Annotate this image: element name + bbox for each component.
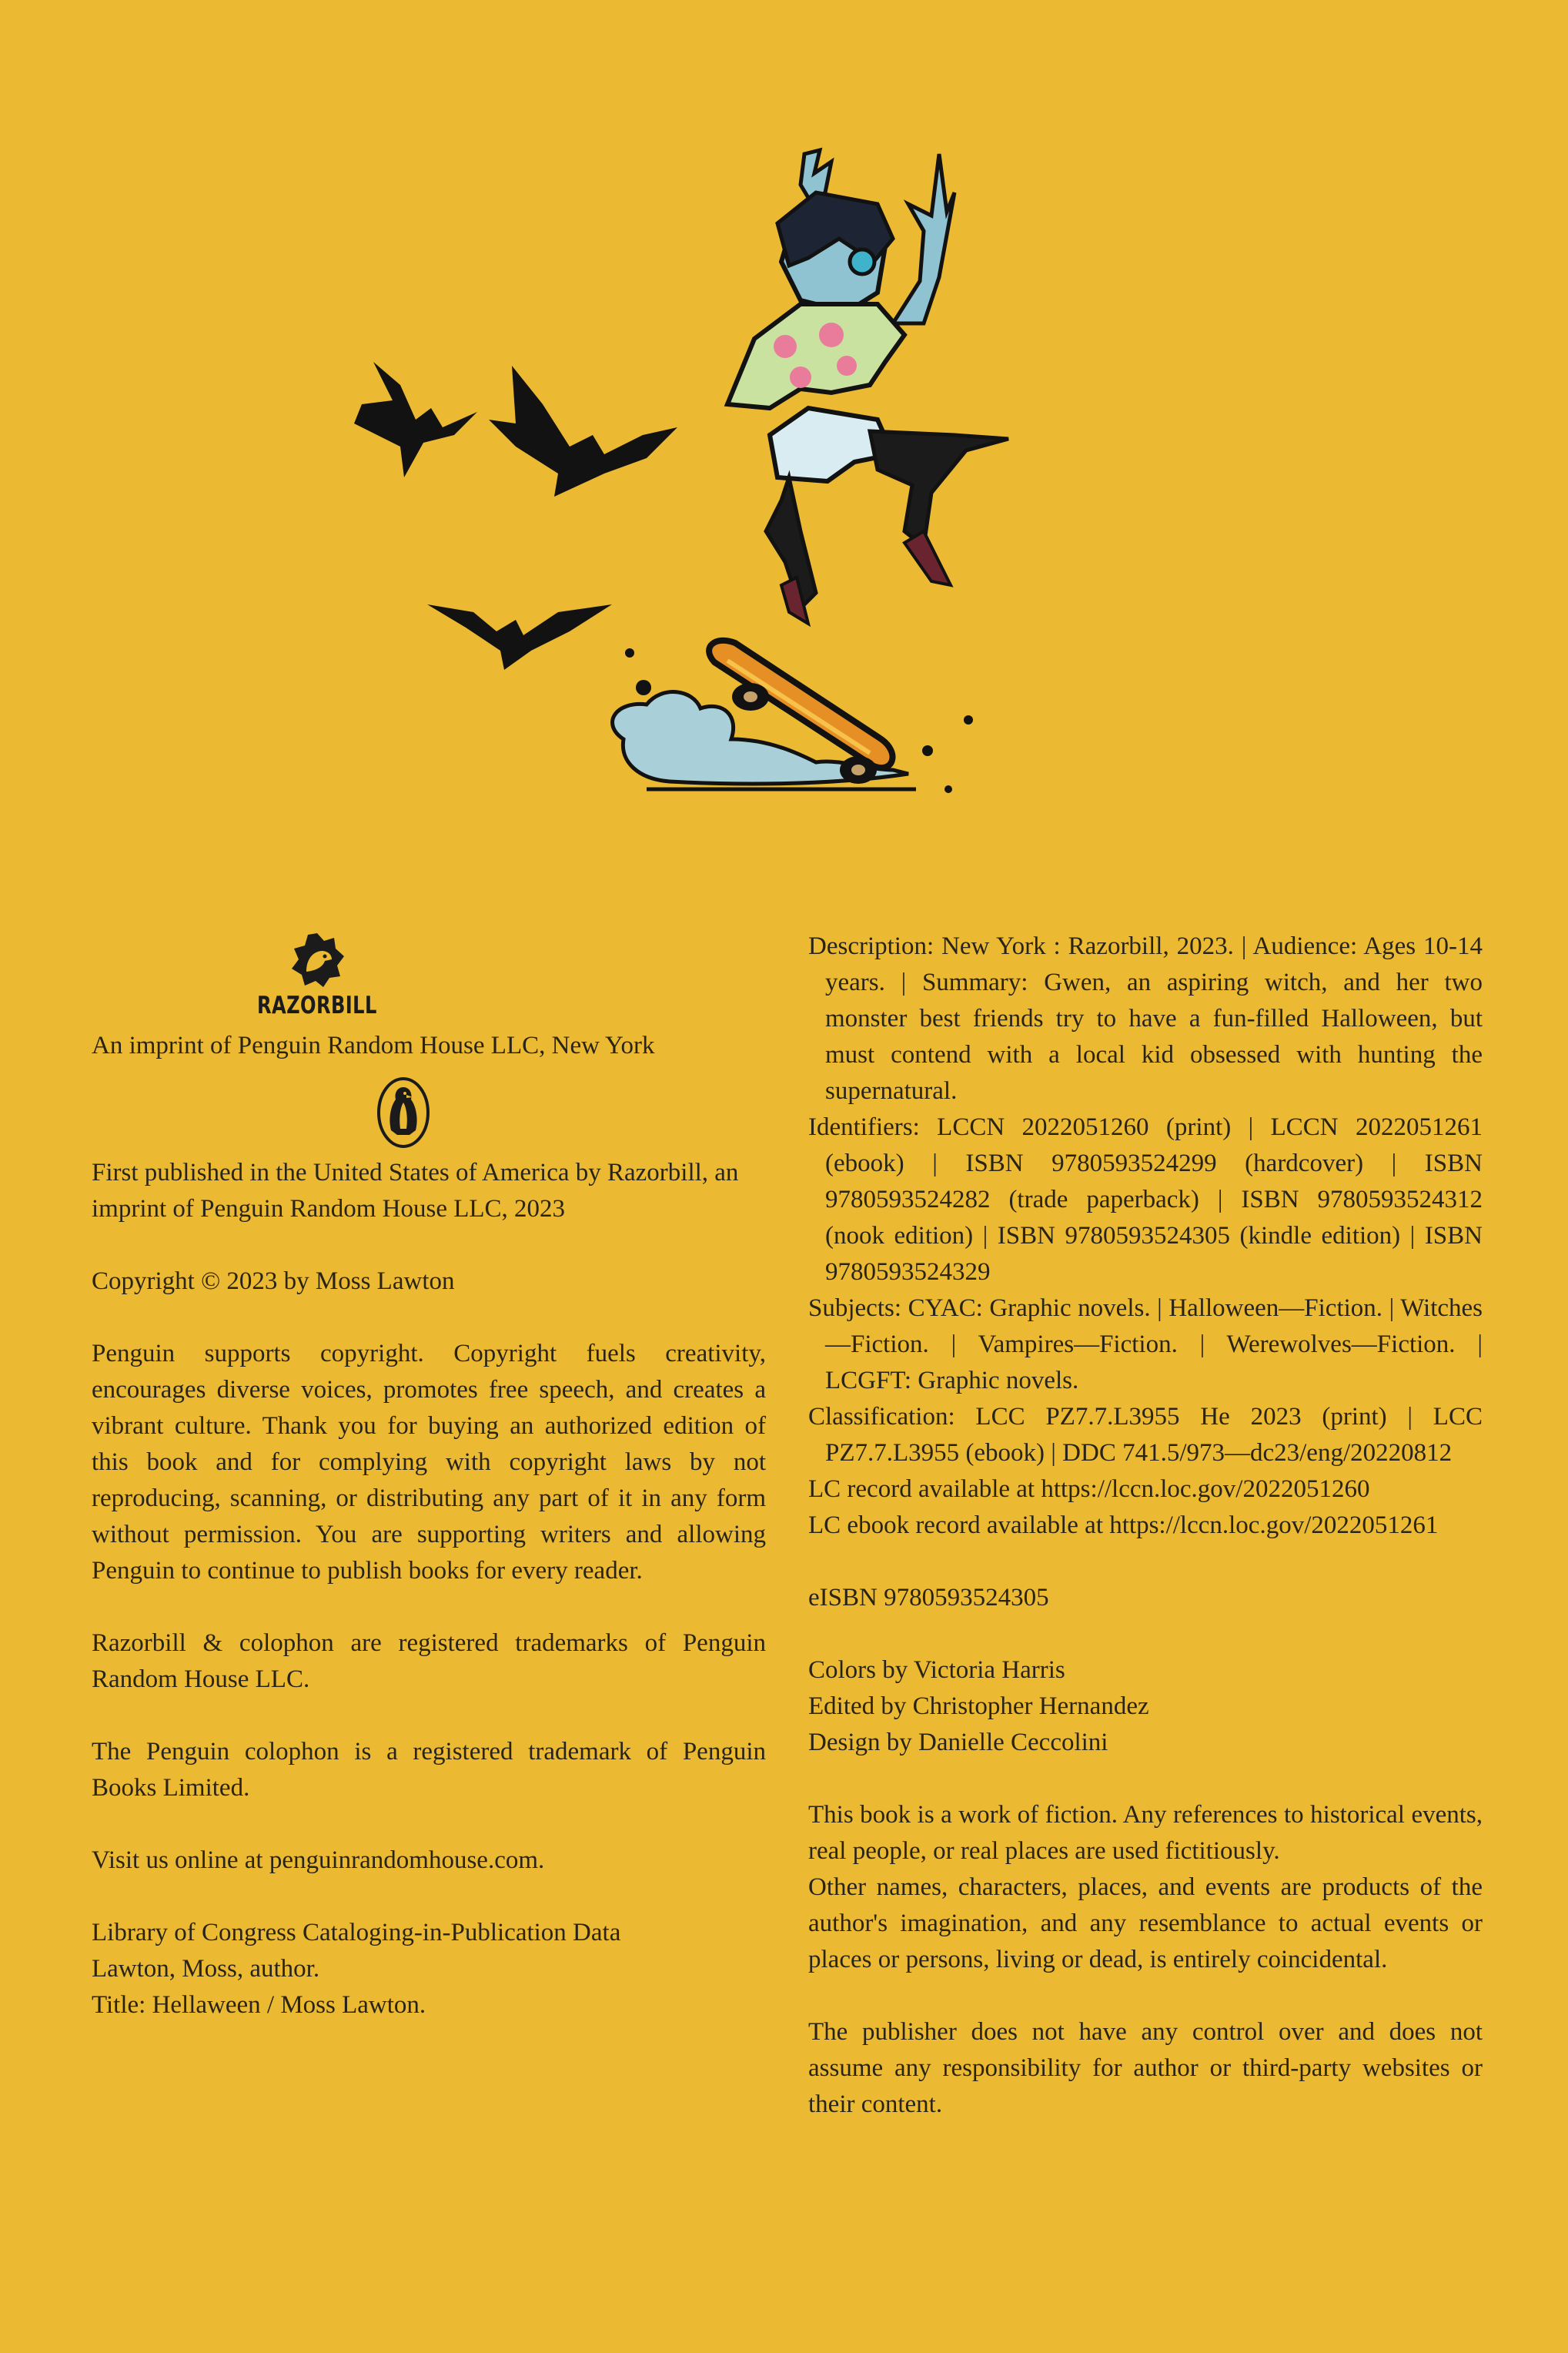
dust-cloud xyxy=(613,648,973,793)
cip-description: Description: New York : Razorbill, 2023. | Audience: Ages 10-14 years. | Summary: Gwen, an aspiring witch, and her two monster best friends try to have a fun-filled Halloween, but must contend with a local kid obsessed with hunting the supernatural. xyxy=(808,932,1483,1105)
cip-subjects: Subjects: CYAC: Graphic novels. | Halloween—Fiction. | Witches—Fiction. | Vampires—Fiction. | Werewolves—Fiction. | LCGFT: Graphic novels. xyxy=(808,1294,1483,1394)
design-credit: Design by Danielle Ceccolini xyxy=(808,1729,1108,1756)
lc-record: LC record available at https://lccn.loc.gov/2022051260 xyxy=(808,1475,1370,1503)
penguin-colophon-icon xyxy=(376,1076,431,1149)
bat-2-icon xyxy=(489,366,677,497)
first-published: First published in the United States of America by Razorbill, an imprint of Penguin Random House LLC, 2023 xyxy=(92,1159,739,1223)
left-column xyxy=(92,938,766,2023)
imprint-line: An imprint of Penguin Random House LLC, New York xyxy=(92,1032,655,1059)
penguin-supports-copyright: Penguin supports copyright. Copyright fuels creativity, encourages diverse voices, promotes free speech, and creates a vibrant culture. Thank you for buying an authorized edition of this book and for complying with copyright laws by not reproducing, scanning, or distributing any part of it in any form without permission. You are supporting writers and allowing Penguin to continue to publish books for every reader. xyxy=(92,1340,766,1585)
skateboarder-illustration xyxy=(339,131,1031,893)
visit-online: Visit us online at penguinrandomhouse.com. xyxy=(92,1846,545,1874)
penguin-logo xyxy=(92,1076,715,1149)
bat-1-icon xyxy=(354,362,477,477)
eisbn: eISBN 9780593524305 xyxy=(808,1584,1049,1612)
razorbill-trademark: Razorbill & colophon are registered trademarks of Penguin Random House LLC. xyxy=(92,1629,766,1693)
monster-character xyxy=(727,150,1008,624)
bat-3-icon xyxy=(427,604,612,670)
cip-title: Title: Hellaween / Moss Lawton. xyxy=(92,1991,426,2019)
publisher-disclaimer: The publisher does not have any control over and does not assume any responsibility for author or third-party websites or their content. xyxy=(808,2018,1483,2118)
colors-credit: Colors by Victoria Harris xyxy=(808,1656,1065,1684)
fiction-notice: This book is a work of fiction. Any references to historical events, real people, or real places are used fictitiously. xyxy=(808,1801,1483,1865)
fiction-notice-continued: Other names, characters, places, and events are products of the author's imagination, and any resemblance to actual events or places or persons, living or dead, is entirely coincidental. xyxy=(808,1873,1483,1973)
razorbill-bird-icon xyxy=(289,932,345,992)
razorbill-logo-text: RAZORBILL xyxy=(257,992,377,1019)
editor-credit: Edited by Christopher Hernandez xyxy=(808,1692,1149,1720)
right-column xyxy=(808,929,1483,2123)
cip-classification: Classification: LCC PZ7.7.L3955 He 2023 (print) | LCC PZ7.7.L3955 (ebook) | DDC 741.5/973—dc23/eng/20220812 xyxy=(808,1403,1483,1467)
cip-identifiers: Identifiers: LCCN 2022051260 (print) | LCCN 2022051261 (ebook) | ISBN 9780593524299 (hardcover) | ISBN 9780593524282 (trade paperback) | ISBN 9780593524312 (nook edition) | ISBN 9780593524305 (kindle edition) | ISBN 9780593524329 xyxy=(808,1113,1483,1286)
cip-heading: Library of Congress Cataloging-in-Publication Data xyxy=(92,1919,621,1946)
cip-author: Lawton, Moss, author. xyxy=(92,1955,320,1983)
lc-ebook-record: LC ebook record available at https://lccn.loc.gov/2022051261 xyxy=(808,1511,1439,1539)
penguin-trademark: The Penguin colophon is a registered trademark of Penguin Books Limited. xyxy=(92,1738,766,1802)
razorbill-logo xyxy=(92,932,543,1028)
copyright-line: Copyright © 2023 by Moss Lawton xyxy=(92,1267,455,1295)
